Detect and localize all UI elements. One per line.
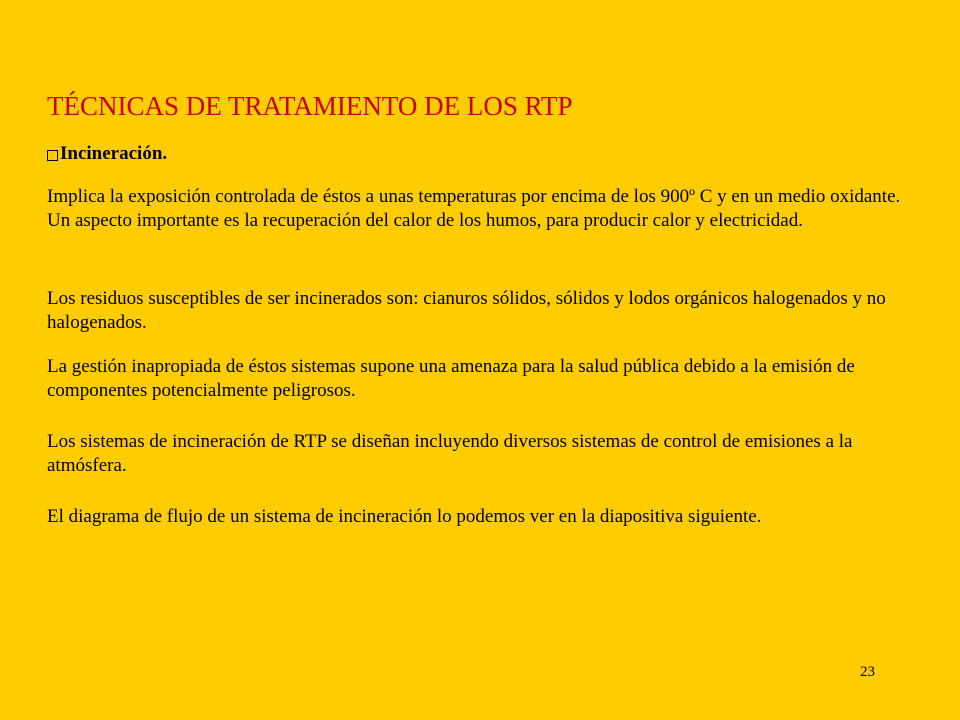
paragraph-1	[47, 185, 917, 232]
paragraph-text: Los residuos susceptibles de ser incinerados son: cianuros sólidos, sólidos y lodos orgánicos halogenados y no halogenados.	[47, 288, 886, 333]
paragraph-5	[47, 505, 917, 529]
slide-title: TÉCNICAS DE TRATAMIENTO DE LOS RTP	[47, 91, 573, 121]
paragraph-text: El diagrama de flujo de un sistema de incineración lo podemos ver en la diapositiva siguiente.	[47, 506, 762, 527]
page-number: 23	[860, 664, 875, 680]
paragraph-text: La gestión inapropiada de éstos sistemas supone una amenaza para la salud pública debido a la emisión de componentes potencialmente peligrosos.	[47, 356, 855, 401]
paragraph-2	[47, 287, 917, 334]
paragraph-text: Los sistemas de incineración de RTP se diseñan incluyendo diversos sistemas de control de emisiones a la atmósfera.	[47, 431, 853, 476]
paragraph-4	[47, 430, 917, 477]
paragraph-text: Implica la exposición controlada de éstos a unas temperaturas por encima de los 900º C y en un medio oxidante. Un aspecto importante es la recuperación del calor de los humos, para producir calor y electricidad.	[47, 186, 901, 231]
subheading-row	[47, 141, 167, 167]
checkbox-bullet-icon	[47, 150, 58, 161]
paragraph-3	[47, 355, 917, 402]
subheading: Incineración.	[60, 143, 168, 164]
